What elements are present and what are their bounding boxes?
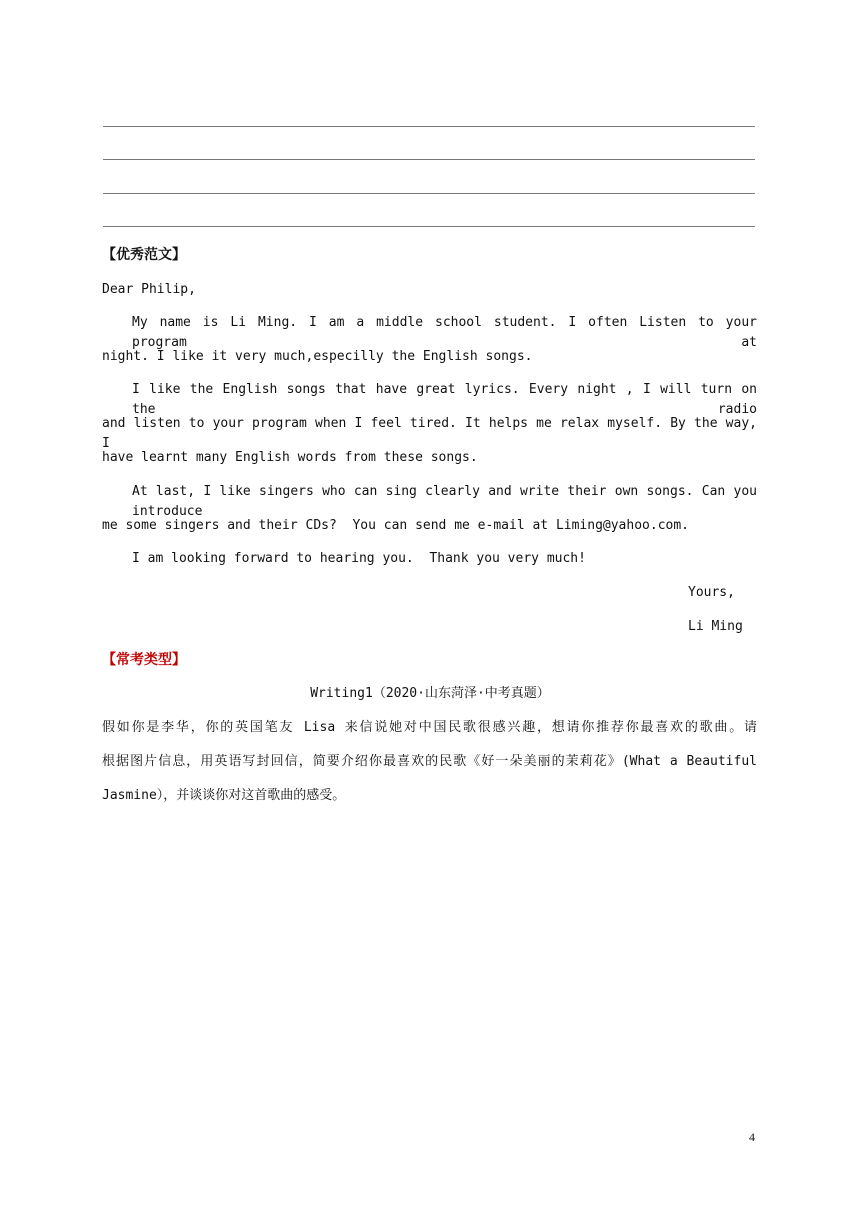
sample-essay-heading: 【优秀范文】 [102, 247, 186, 263]
paragraph-4-line-1: I am looking forward to hearing you. Thank you very much! [132, 551, 586, 566]
exam-type-heading: 【常考类型】 [102, 652, 186, 668]
paragraph-1-line-1: My name is Li Ming. I am a middle school student. I often Listen to your program at [132, 315, 757, 350]
paragraph-2-line-3: have learnt many English words from these songs. [102, 450, 478, 465]
exam-instruction-line-1: 假如你是李华，你的英国笔友 Lisa 来信说她对中国民歌很感兴趣，想请你推荐你最喜欢的歌曲。请 [102, 720, 757, 735]
paragraph-3-line-1: At last, I like singers who can sing clearly and write their own songs. Can you introduce [132, 484, 757, 519]
letter-closing: Yours, [688, 585, 735, 600]
page-number: 4 [749, 1130, 755, 1144]
letter-signature: Li Ming [688, 619, 743, 634]
paragraph-2-line-2: and listen to your program when I feel tired. It helps me relax myself. By the way, I [102, 416, 757, 451]
writing-line-4 [103, 226, 755, 227]
writing-line-1 [103, 126, 755, 127]
exam-instruction-line-3: Jasmine），并谈谈你对这首歌曲的感受。 [102, 788, 346, 803]
paragraph-1-line-2: night. I like it very much,especilly the English songs. [102, 349, 533, 364]
exam-question-title: Writing1（2020·山东菏泽·中考真题） [310, 686, 550, 701]
writing-line-2 [103, 159, 755, 160]
paragraph-3-line-2: me some singers and their CDs? You can send me e-mail at Liming@yahoo.com. [102, 518, 689, 533]
writing-line-3 [103, 193, 755, 194]
paragraph-2-line-1: I like the English songs that have great lyrics. Every night , I will turn on the radio [132, 382, 757, 417]
letter-salutation: Dear Philip, [102, 282, 196, 297]
exam-instruction-line-2: 根据图片信息，用英语写封回信，简要介绍你最喜欢的民歌《好一朵美丽的茉莉花》(What a Beautiful [102, 754, 757, 769]
